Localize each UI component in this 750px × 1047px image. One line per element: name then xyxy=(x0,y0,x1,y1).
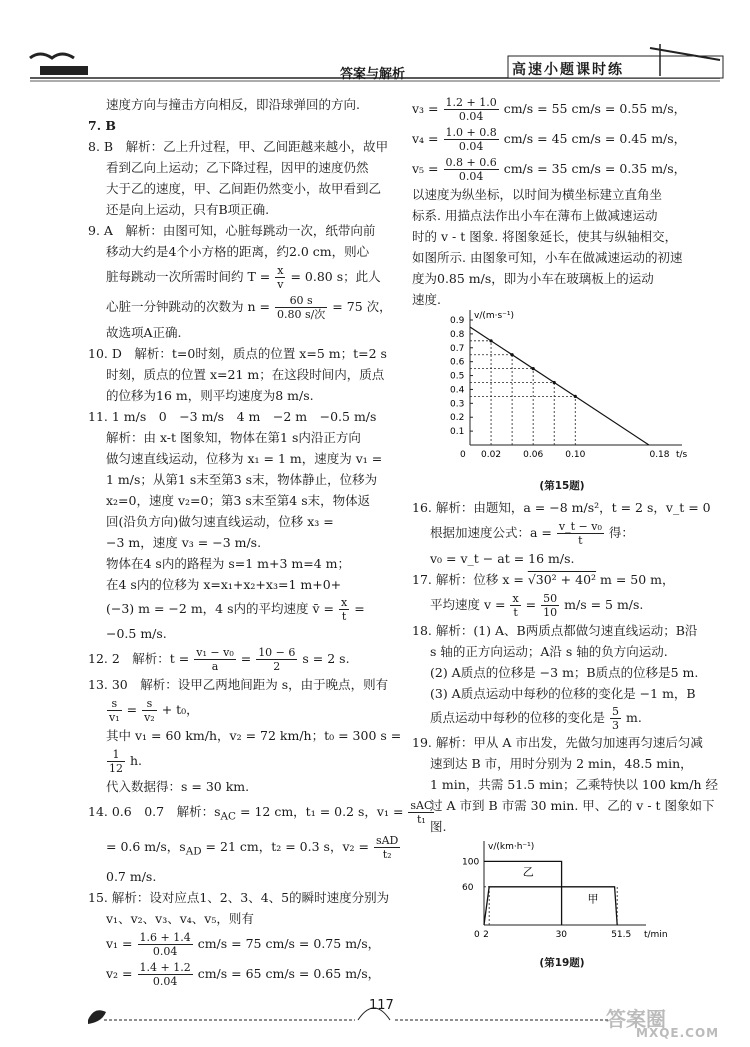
y-tick-label: 0.1 xyxy=(450,427,465,438)
x-tick-label: 0.18 xyxy=(649,450,670,460)
text-line xyxy=(88,959,400,989)
text-line: 13. 30 解析：设甲乙两地间距为 s，由于晚点，则有 xyxy=(88,677,389,692)
text-line: 还是向上运动，只有B项正确. xyxy=(106,202,270,217)
subscript: AC xyxy=(220,810,237,823)
fraction xyxy=(142,697,157,724)
text-line xyxy=(412,569,712,590)
left-column xyxy=(88,94,433,989)
series-label-jia: 甲 xyxy=(587,892,599,906)
answer-7: 7. B xyxy=(88,118,116,133)
text-line: 9. A 解析：由图可知，心脏每跳动一次，纸带向前 xyxy=(88,223,376,238)
y-tick-label: 0.4 xyxy=(450,385,465,396)
text-line: 8. B 解析：乙上升过程，甲、乙间距越来越小，故甲 xyxy=(88,139,389,154)
fraction xyxy=(194,646,235,673)
data-point xyxy=(532,367,535,370)
denominator: v₂ xyxy=(144,711,155,724)
text-fragment: cm/s = 35 cm/s = 0.35 m/s， xyxy=(503,161,687,176)
numerator: 50 xyxy=(543,592,558,605)
y-tick-label: 0.6 xyxy=(450,357,465,368)
text-fragment: 得： xyxy=(608,525,634,540)
text-line xyxy=(88,797,433,832)
numerator: s xyxy=(107,697,122,711)
numerator: x xyxy=(277,264,284,277)
text-line xyxy=(88,695,400,725)
text-line: 在4 s内的位移为 x=x₁+x₂+x₃=1 m+0+ xyxy=(106,577,342,592)
denominator: a xyxy=(211,660,219,673)
numerator: sAD xyxy=(375,833,399,847)
text-fragment: m/s = 5 m/s. xyxy=(564,597,644,612)
denominator: t xyxy=(341,610,347,623)
fraction xyxy=(444,126,499,153)
text-fragment: (−3) m = −2 m，4 s内的平均速度 v̄ = xyxy=(106,601,335,616)
figure-15 xyxy=(412,310,712,497)
fraction xyxy=(275,294,327,321)
text-fragment: v₁ = xyxy=(106,936,133,951)
text-fragment: = 75 次， xyxy=(332,299,392,314)
text-line xyxy=(88,292,400,322)
fraction xyxy=(138,931,193,958)
sqrt-expression: √30² + 40² xyxy=(527,572,597,587)
y-axis-label: v/(km·h⁻¹) xyxy=(488,842,535,852)
y-tick-label: 0.7 xyxy=(450,343,465,354)
text-fragment: 12. 2 解析：t = xyxy=(88,651,190,666)
fit-line xyxy=(470,327,649,445)
answer-14 xyxy=(88,797,433,887)
text-line xyxy=(412,124,712,154)
series-label-yi: 乙 xyxy=(522,865,534,879)
text-line: 做匀速直线运动，位移为 x₁ = 1 m，速度为 v₁ = xyxy=(106,451,383,466)
fraction xyxy=(107,697,122,724)
numerator: x xyxy=(512,592,519,605)
denominator: 0.04 xyxy=(458,170,484,183)
text-line: 图. xyxy=(430,819,447,834)
header-book-title: 高速小题课时练 xyxy=(512,62,624,78)
answer-13 xyxy=(88,674,400,797)
x-axis-label: t/s xyxy=(676,450,688,460)
text-line xyxy=(88,746,400,776)
fraction xyxy=(138,961,193,988)
numerator: 1.0 + 0.8 xyxy=(445,126,497,139)
y-tick-label: 0.9 xyxy=(450,316,465,326)
numerator: 1 xyxy=(107,748,125,762)
answer-16 xyxy=(412,497,712,569)
text-fragment: = 12 cm，t₁ = 0.2 s，v₁ = xyxy=(240,804,404,819)
header-section-title: 答案与解析 xyxy=(340,67,406,82)
subscript: AD xyxy=(185,845,202,857)
text-fragment: = 21 cm，t₂ = 0.3 s，v₂ = xyxy=(205,838,369,854)
denominator: t₂ xyxy=(382,847,392,861)
text-line: 代入数据得：s = 30 km. xyxy=(106,779,250,794)
text-line xyxy=(88,595,400,623)
text-fragment: cm/s = 45 cm/s = 0.45 m/s， xyxy=(503,131,687,146)
text-line: (2) A质点的位移是 −3 m；B质点的位移是5 m. xyxy=(430,665,699,680)
numerator: 60 s xyxy=(275,294,327,308)
text-line: 过 A 市到 B 市需 30 min. 甲、乙的 v - t 图象如下 xyxy=(430,798,715,813)
text-line: 1 m/s；从第1 s末至第3 s末，物体静止，位移为 xyxy=(106,472,378,487)
x-tick-label: 2 xyxy=(483,930,489,940)
origin-label: 0 xyxy=(474,930,480,940)
fraction xyxy=(256,646,297,673)
denominator: 0.04 xyxy=(458,110,484,123)
text-line: 10. D 解析：t=0时刻，质点的位置 x=5 m；t=2 s xyxy=(88,346,387,361)
y-tick-label: 100 xyxy=(462,857,480,868)
text-line: 如图所示. 由图象可知，小车在做减速运动的初速 xyxy=(412,250,683,265)
fraction xyxy=(610,705,621,732)
text-fragment: v₃ = xyxy=(412,101,439,116)
text-fragment: h. xyxy=(129,753,143,768)
fraction xyxy=(444,96,499,123)
text-fragment: = 0.6 m/s，s xyxy=(106,838,186,854)
text-line: v₁、v₂、v₃、v₄、v₅，则有 xyxy=(106,911,254,926)
text-fragment: 平均速度 v = xyxy=(430,597,506,612)
denominator: 0.80 s/次 xyxy=(276,308,326,321)
answer-9 xyxy=(88,220,400,343)
text-line: 其中 v₁ = 60 km/h，v₂ = 72 km/h；t₀ = 300 s = xyxy=(106,728,402,743)
y-tick-label: 0.5 xyxy=(450,371,465,382)
text-line xyxy=(88,262,400,292)
numerator: sAC xyxy=(410,799,433,812)
denominator: t₁ xyxy=(416,813,426,826)
text-fragment: 17. 解析：位移 x = xyxy=(412,572,524,587)
answer-19 xyxy=(412,732,718,837)
text-line: 时的 v - t 图象. 将图象延长，使其与纵轴相交， xyxy=(412,229,678,244)
text-line: (3) A质点运动中每秒的位移的变化是 −1 m，B xyxy=(430,686,696,701)
answer-17 xyxy=(412,569,712,620)
text-line: v₀ = v_t − at = 16 m/s. xyxy=(430,551,575,566)
fraction xyxy=(374,834,400,861)
text-line: −0.5 m/s. xyxy=(106,626,167,641)
text-fragment: = xyxy=(240,651,252,666)
text-fragment: cm/s = 55 cm/s = 0.55 m/s， xyxy=(503,101,687,116)
fraction xyxy=(510,592,520,619)
numerator: 10 − 6 xyxy=(258,646,296,659)
text-line: −3 m，速度 v₃ = −3 m/s. xyxy=(106,535,262,550)
denominator: v₁ xyxy=(109,711,120,724)
text-line xyxy=(88,929,400,959)
text-line: 解析：由 x-t 图象知，物体在第1 s内沿正方向 xyxy=(106,430,361,445)
text-line: 度为0.85 m/s，即为小车在玻璃板上的运动 xyxy=(412,271,654,286)
data-point xyxy=(553,381,556,384)
denominator: 3 xyxy=(612,719,619,732)
text-line: 以速度为纵坐标，以时间为横坐标建立直角坐 xyxy=(412,187,663,202)
fraction xyxy=(107,748,125,775)
numerator: 1.2 + 1.0 xyxy=(445,96,497,109)
denominator: 0.04 xyxy=(458,140,484,153)
denominator: t xyxy=(578,534,583,547)
fraction xyxy=(275,264,285,291)
watermark-url: MXQE.COM xyxy=(636,1026,720,1040)
watermark-logo: 答案圈 xyxy=(606,1007,666,1031)
x-tick-label: 30 xyxy=(555,930,568,940)
text-fragment: = xyxy=(354,601,365,616)
text-line: 移动大约是4个小方格的距离，约2.0 cm，则心 xyxy=(106,244,370,259)
answer-10 xyxy=(88,343,400,406)
fraction xyxy=(557,520,604,547)
text-line: 回(沿负方向)做匀速直线运动，位移 x₃ = xyxy=(106,514,334,529)
header-decoration xyxy=(0,0,750,100)
text-line: x₂=0，速度 v₂=0；第3 s末至第4 s末，物体返 xyxy=(106,493,371,508)
right-column xyxy=(412,94,718,974)
text-fragment: m. xyxy=(625,710,642,725)
denominator: t xyxy=(513,606,518,619)
text-fragment: v₅ = xyxy=(412,161,439,176)
text-line: 标系. 用描点法作出小车在薄布上做减速运动 xyxy=(412,208,658,223)
y-tick-label: 0.3 xyxy=(450,399,465,410)
text-fragment: 14. 0.6 0.7 解析：s xyxy=(88,804,221,819)
y-axis-label: v/(m·s⁻¹) xyxy=(474,311,515,321)
paragraph-15 xyxy=(412,184,712,310)
numerator: 1.6 + 1.4 xyxy=(139,931,191,944)
text-line xyxy=(88,832,400,867)
denominator: 2 xyxy=(273,660,281,673)
text-fragment: 根据加速度公式：a = xyxy=(430,525,552,540)
data-point xyxy=(489,339,492,342)
figure-caption: (第15题) xyxy=(539,480,585,492)
text-fragment: 脏每跳动一次所需时间约 T = xyxy=(106,269,271,284)
text-line xyxy=(412,518,712,548)
page-header xyxy=(0,0,750,100)
data-point xyxy=(511,353,514,356)
text-fragment: = 0.80 s；此人 xyxy=(290,269,381,284)
text-fragment: = xyxy=(525,597,537,612)
vt-chart-19 xyxy=(412,837,712,947)
numerator: 5 xyxy=(612,705,619,718)
figure-caption: (第19题) xyxy=(539,957,585,969)
answer-15 xyxy=(88,887,400,989)
x-axis-label: t/min xyxy=(644,930,668,940)
denominator: 12 xyxy=(109,762,123,775)
x-tick-label: 0.10 xyxy=(565,450,586,460)
text-fragment: 质点运动中每秒的位移的变化是 xyxy=(430,710,606,725)
text-line: 看到乙向上运动；乙下降过程，因甲的速度仍然 xyxy=(106,160,369,175)
text-line: 时刻，质点的位置 x=21 m；在这段时间内，质点 xyxy=(106,367,385,382)
text-line: s 轴的正方向运动；A沿 s 轴的负方向运动. xyxy=(430,644,668,659)
text-line: 大于乙的速度，甲、乙间距仍然变小，故甲看到乙 xyxy=(106,181,382,196)
numerator: v₁ − v₀ xyxy=(196,646,234,659)
text-line: 速度. xyxy=(412,292,441,307)
x-tick-label: 0.06 xyxy=(523,450,544,460)
fraction xyxy=(339,596,349,623)
text-fragment: cm/s = 65 cm/s = 0.65 m/s， xyxy=(197,966,381,981)
text-line: 速到达 B 市，用时分别为 2 min，48.5 min， xyxy=(430,756,693,771)
text-fragment: + t₀， xyxy=(161,702,199,717)
denominator: v xyxy=(277,278,284,291)
answer-8 xyxy=(88,136,400,220)
text-fragment: 心脏一分钟跳动的次数为 n = xyxy=(106,299,270,314)
denominator: 0.04 xyxy=(152,975,178,988)
text-fragment: v₂ = xyxy=(106,966,133,981)
page-number: 117 xyxy=(369,998,394,1013)
fraction xyxy=(444,156,499,183)
text-line: 物体在4 s内的路程为 s=1 m+3 m=4 m； xyxy=(106,556,350,571)
data-point xyxy=(574,395,577,398)
numerator: x xyxy=(341,596,348,609)
y-tick-label: 60 xyxy=(462,882,474,893)
text-line xyxy=(412,154,712,184)
numerator: 1.4 + 1.2 xyxy=(139,961,191,974)
vt-chart-15 xyxy=(412,310,712,470)
answer-18 xyxy=(412,620,712,732)
text-line: 0.7 m/s. xyxy=(106,869,157,884)
y-tick-label: 0.2 xyxy=(450,413,465,424)
equals-sign: = xyxy=(126,702,138,717)
text-line: 19. 解析：甲从 A 市出发，先做匀加速再匀速后匀减 xyxy=(412,735,703,750)
text-fragment: m = 50 m， xyxy=(600,572,675,587)
origin-label: 0 xyxy=(460,450,466,460)
numerator: s xyxy=(142,697,157,711)
text-fragment: cm/s = 75 cm/s = 0.75 m/s， xyxy=(197,936,381,951)
text-line: 1 min，共需 51.5 min；乙乘特快以 100 km/h 经 xyxy=(430,777,718,792)
numerator: 0.8 + 0.6 xyxy=(445,156,497,169)
denominator: 10 xyxy=(543,606,558,619)
denominator: 0.04 xyxy=(152,945,178,958)
text-line: 的位移为16 m，则平均速度为8 m/s. xyxy=(106,388,314,403)
text-line: 故选项A正确. xyxy=(106,325,182,340)
text-fragment: s = 2 s. xyxy=(302,651,350,666)
text-line: 18. 解析：(1) A、B两质点都做匀速直线运动；B沿 xyxy=(412,623,698,638)
text-line: 11. 1 m/s 0 −3 m/s 4 m −2 m −0.5 m/s xyxy=(88,409,377,424)
figure-19 xyxy=(412,837,712,974)
text-line: 15. 解析：设对应点1、2、3、4、5的瞬时速度分别为 xyxy=(88,890,390,905)
text-line: 速度方向与撞击方向相反，即沿球弹回的方向. xyxy=(106,97,360,112)
text-fragment: v₄ = xyxy=(412,131,439,146)
text-line: 16. 解析：由题知，a = −8 m/s²，t = 2 s，v_t = 0 xyxy=(412,500,711,515)
answer-12 xyxy=(88,644,400,674)
text-line xyxy=(412,704,712,732)
text-line xyxy=(412,590,712,620)
answer-11 xyxy=(88,406,400,644)
text-line xyxy=(412,94,712,124)
numerator: v_t − v₀ xyxy=(558,520,602,533)
x-tick-label: 0.02 xyxy=(481,450,502,460)
y-tick-label: 0.8 xyxy=(450,329,465,340)
x-tick-label: 51.5 xyxy=(611,930,632,940)
fraction xyxy=(541,592,559,619)
